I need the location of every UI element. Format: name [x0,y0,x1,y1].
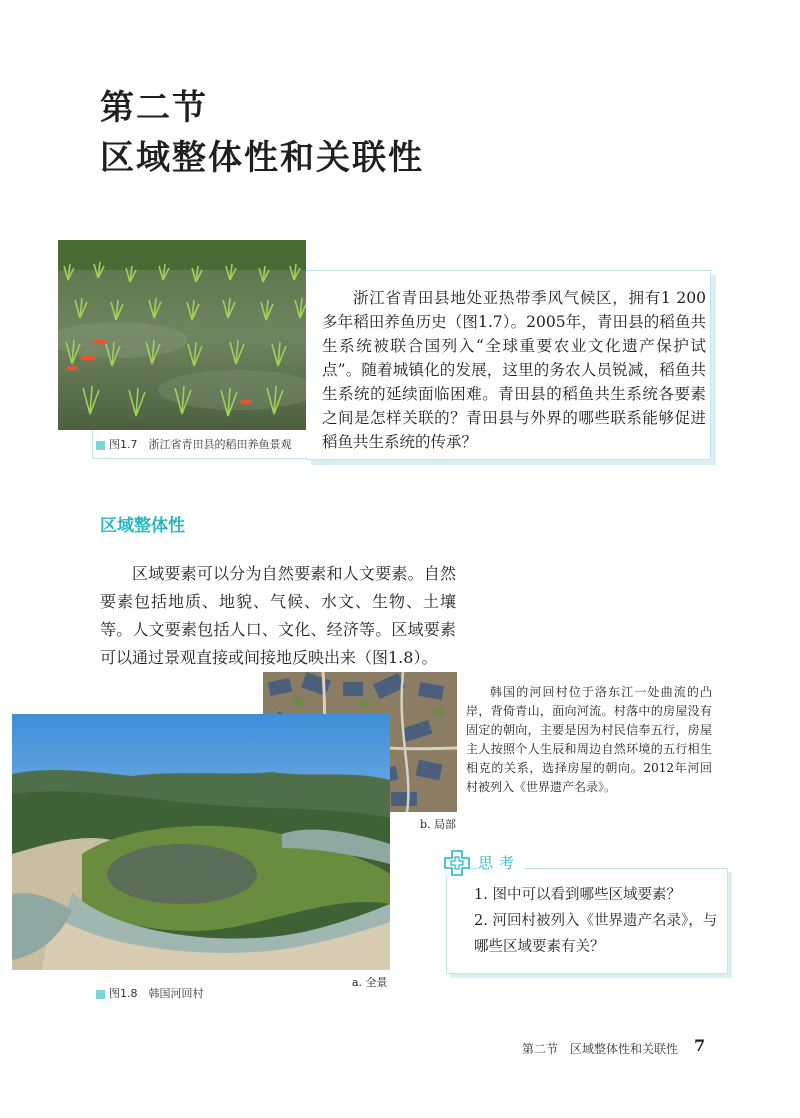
section-number: 第二节 [100,88,208,128]
page-number: 7 [694,1036,706,1055]
caption-square-icon [96,441,105,450]
figure-1-7-caption [96,436,292,452]
figure-1-8-label: 图1.8 [109,987,138,1000]
figure-1-8-description: 韩国的河回村位于洛东江一处曲流的凸岸，背倚青山，面向河流。村落中的房屋没有固定的朝向，主要是因为村民信奉五行，房屋主人按照个人生辰和周边自然环境的五行相生相克的关系，选择房屋的朝向。2012年河回村被列入《世界遗产名录》。 [466,685,712,794]
sub-figure-b-label: b. 局部 [420,818,457,831]
figure-1-7-caption-text: 浙江省青田县的稻田养鱼景观 [148,438,292,451]
figure-1-8-caption-text: 韩国河回村 [148,987,204,1000]
page-title: 区域整体性和关联性 [100,138,424,178]
think-label: 思考 [478,852,524,873]
think-question-1: 1. 图中可以看到哪些区域要素？ [474,887,681,903]
section-heading: 区域整体性 [100,516,185,536]
think-question-2: 2. 河回村被列入《世界遗产名录》，与哪些区域要素有关？ [474,913,718,955]
intro-paragraph: 浙江省青田县地处亚热带季风气候区，拥有1 200多年稻田养鱼历史（图1.7）。2005年，青田县的稻鱼共生系统被联合国列入“全球重要农业文化遗产保护试点”。随着城镇化的发展，这里的务农人员锐减，稻鱼共生系统的延续面临困难。青田县的稻鱼共生系统各要素之间是怎样关联的？青田县与外界的哪些联系能够促进稻鱼共生系统的传承？ [322,289,706,451]
section-body: 区域要素可以分为自然要素和人文要素。自然要素包括地质、地貌、气候、水文、生物、土壤等。人文要素包括人口、文化、经济等。区域要素可以通过景观直接或间接地反映出来（图1.8）。 [100,564,456,667]
think-icon [444,850,470,876]
sub-figure-a-label: a. 全景 [352,976,388,989]
village-panorama-photo [12,714,390,970]
rice-paddy-photo [58,240,306,430]
figure-1-7-label: 图1.7 [109,438,138,451]
caption-square-icon [96,990,105,999]
figure-1-8-caption [96,985,204,1001]
footer-section-title: 第二节 区域整体性和关联性 [522,1042,679,1056]
